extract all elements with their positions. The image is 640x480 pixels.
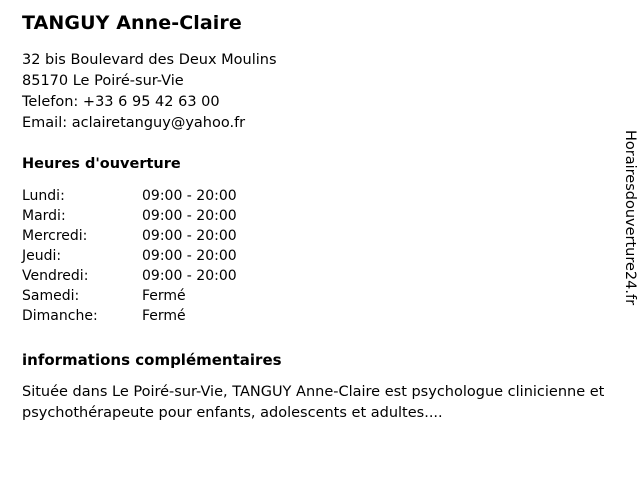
email-line: Email: aclairetanguy@yahoo.fr xyxy=(22,115,246,131)
table-row xyxy=(22,306,237,326)
day-hours: Fermé xyxy=(142,308,186,324)
day-hours: 09:00 - 20:00 xyxy=(142,248,237,264)
additional-info-title: informations complémentaires xyxy=(22,351,282,369)
table-row xyxy=(22,246,237,266)
card-content xyxy=(22,10,612,424)
address-line-1: 32 bis Boulevard des Deux Moulins xyxy=(22,52,277,68)
day-label: Mercredi: xyxy=(22,228,88,244)
opening-hours-title: Heures d'ouverture xyxy=(22,156,181,172)
table-row xyxy=(22,286,237,306)
day-label: Lundi: xyxy=(22,188,65,204)
phone-line: Telefon: +33 6 95 42 63 00 xyxy=(22,94,220,110)
day-hours: 09:00 - 20:00 xyxy=(142,268,237,284)
day-hours: 09:00 - 20:00 xyxy=(142,228,237,244)
site-watermark: Horairesdouverture24.fr xyxy=(622,130,638,306)
address-line-2: 85170 Le Poiré-sur-Vie xyxy=(22,73,184,89)
table-row xyxy=(22,206,237,226)
day-hours: 09:00 - 20:00 xyxy=(142,208,237,224)
page-title: TANGUY Anne-Claire xyxy=(22,12,242,34)
day-label: Jeudi: xyxy=(22,248,62,264)
opening-hours-table xyxy=(22,186,237,326)
table-row xyxy=(22,226,237,246)
day-label: Samedi: xyxy=(22,288,80,304)
table-row xyxy=(22,266,237,286)
table-row xyxy=(22,186,237,206)
day-label: Vendredi: xyxy=(22,268,89,284)
day-label: Mardi: xyxy=(22,208,66,224)
day-hours: 09:00 - 20:00 xyxy=(142,188,237,204)
day-hours: Fermé xyxy=(142,288,186,304)
day-label: Dimanche: xyxy=(22,308,98,324)
additional-info-text: Située dans Le Poiré-sur-Vie, TANGUY Anne-Claire est psychologue clinicienne et psychothérapeute pour enfants, adolescents et adultes.... xyxy=(22,384,605,421)
